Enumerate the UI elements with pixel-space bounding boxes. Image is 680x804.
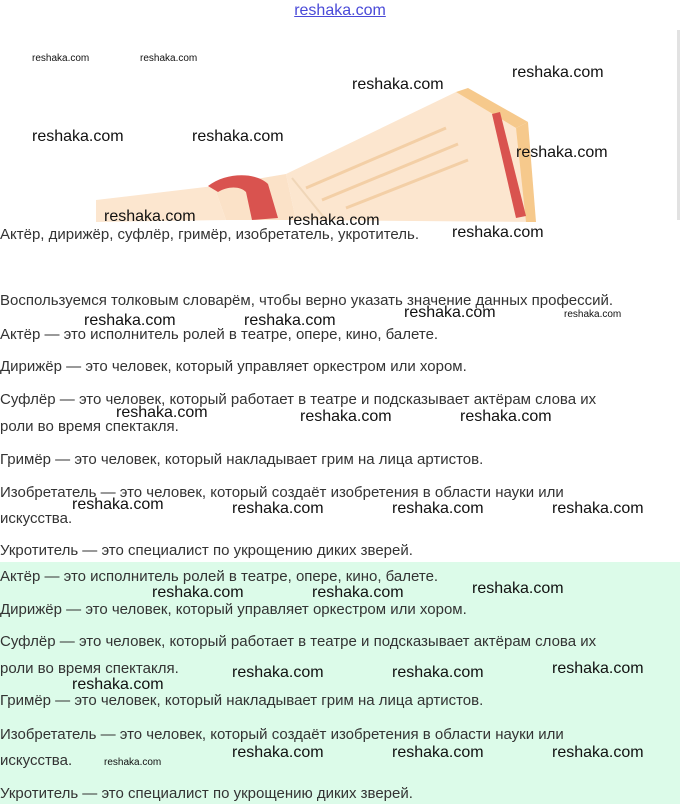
- watermark: reshaka.com: [312, 584, 404, 601]
- watermark: reshaka.com: [460, 408, 552, 425]
- answer-line: Гримёр — это человек, который накладывает грим на лица артистов.: [0, 692, 484, 709]
- watermark: reshaka.com: [32, 128, 124, 145]
- watermark: reshaka.com: [300, 408, 392, 425]
- site-link[interactable]: reshaka.com: [294, 2, 386, 19]
- watermark: reshaka.com: [232, 500, 324, 517]
- watermark: reshaka.com: [288, 212, 380, 229]
- watermark: reshaka.com: [564, 309, 622, 320]
- watermark: reshaka.com: [392, 664, 484, 681]
- answer-line: роли во время спектакля.: [0, 660, 179, 677]
- watermark: reshaka.com: [232, 664, 324, 681]
- watermark: reshaka.com: [72, 676, 164, 693]
- watermark: reshaka.com: [140, 53, 198, 64]
- watermark: reshaka.com: [392, 500, 484, 517]
- watermark: reshaka.com: [404, 304, 496, 321]
- watermark: reshaka.com: [152, 584, 244, 601]
- watermark: reshaka.com: [104, 757, 162, 768]
- answer-line: Актёр — это исполнитель ролей в театре, опере, кино, балете.: [0, 568, 439, 585]
- words-list: Актёр, дирижёр, суфлёр, гримёр, изобретатель, укротитель.: [0, 226, 419, 243]
- watermark: reshaka.com: [104, 208, 196, 225]
- watermark: reshaka.com: [392, 744, 484, 761]
- solution-line: искусства.: [0, 510, 73, 527]
- answer-line: Суфлёр — это человек, который работает в театре и подсказывает актёрам слова их: [0, 633, 597, 650]
- solution-line: Укротитель — это специалист по укрощению диких зверей.: [0, 542, 413, 559]
- answer-line: искусства.: [0, 752, 73, 769]
- watermark: reshaka.com: [116, 404, 208, 421]
- watermark: reshaka.com: [552, 660, 644, 677]
- solution-line: роли во время спектакля.: [0, 418, 179, 435]
- watermark: reshaka.com: [32, 53, 90, 64]
- watermark: reshaka.com: [352, 76, 444, 93]
- watermark: reshaka.com: [552, 744, 644, 761]
- watermark: reshaka.com: [192, 128, 284, 145]
- watermark: reshaka.com: [72, 496, 164, 513]
- watermark: reshaka.com: [244, 312, 336, 329]
- solution-intro: Воспользуемся толковым словарём, чтобы верно указать значение данных профессий.: [0, 292, 614, 309]
- solution-line: Изобретатель — это человек, который создаёт изобретения в области науки или: [0, 484, 564, 501]
- watermark: reshaka.com: [552, 500, 644, 517]
- watermark: reshaka.com: [84, 312, 176, 329]
- book-illustration: [96, 88, 536, 222]
- solution-line: Суфлёр — это человек, который работает в театре и подсказывает актёрам слова их: [0, 391, 597, 408]
- watermark: reshaka.com: [452, 224, 544, 241]
- answer-line: Укротитель — это специалист по укрощению диких зверей.: [0, 785, 413, 802]
- solution-line: Гримёр — это человек, который накладывает грим на лица артистов.: [0, 451, 484, 468]
- watermark: reshaka.com: [516, 144, 608, 161]
- answer-line: Дирижёр — это человек, который управляет оркестром или хором.: [0, 601, 467, 618]
- answer-line: Изобретатель — это человек, который создаёт изобретения в области науки или: [0, 726, 564, 743]
- solution-line: Актёр — это исполнитель ролей в театре, опере, кино, балете.: [0, 326, 439, 343]
- solution-line: Дирижёр — это человек, который управляет оркестром или хором.: [0, 358, 467, 375]
- watermark: reshaka.com: [232, 744, 324, 761]
- watermark: reshaka.com: [512, 64, 604, 81]
- watermark: reshaka.com: [472, 580, 564, 597]
